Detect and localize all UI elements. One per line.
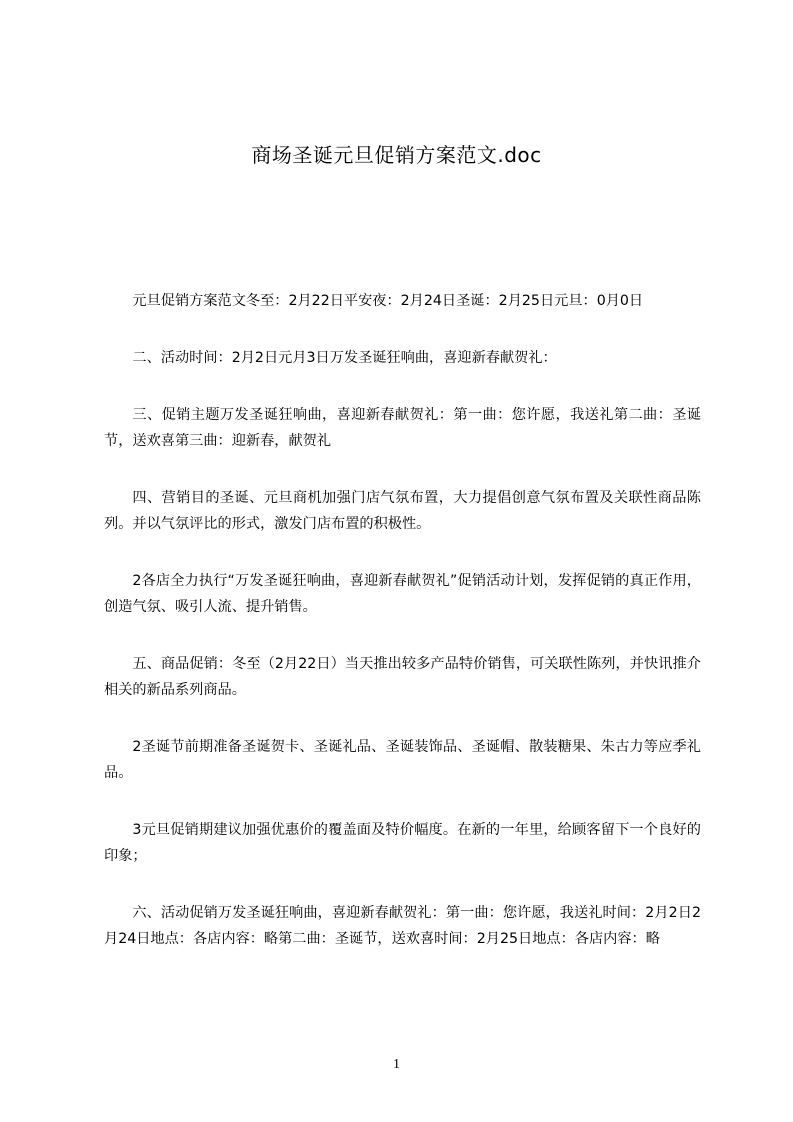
document-title: 商场圣诞元旦促销方案范文.doc xyxy=(251,143,542,167)
paragraph: 元旦促销方案范文冬至：2月22日平安夜：2月24日圣诞：2月25日元旦：0月0日 xyxy=(132,293,644,309)
paragraph: 三、促销主题万发圣诞狂响曲，喜迎新春献贺礼：第一曲：您许愿，我送礼第二曲：圣诞节，送欢喜第三曲：迎新春，献贺礼 xyxy=(104,407,701,449)
paragraph: 六、活动促销万发圣诞狂响曲，喜迎新春献贺礼：第一曲：您许愿，我送礼时间：2月2日2月24日地点：各店内容：略第二曲：圣诞节，送欢喜时间：2月25日地点：各店内容：略 xyxy=(104,905,701,947)
paragraph: 四、营销目的圣诞、元旦商机加强门店气氛布置，大力提倡创意气氛布置及关联性商品陈列。并以气氛评比的形式，激发门店布置的积极性。 xyxy=(104,490,701,532)
page-number: 1 xyxy=(393,1057,400,1072)
paragraph: 五、商品促销：冬至（2月22日）当天推出较多产品特价销售，可关联性陈列，并快讯推介相关的新品系列商品。 xyxy=(104,656,701,698)
document-body xyxy=(104,288,701,983)
paragraph: 二、活动时间：2月2日元月3日万发圣诞狂响曲，喜迎新春献贺礼： xyxy=(132,350,557,366)
paragraph: 2各店全力执行“万发圣诞狂响曲，喜迎新春献贺礼”促销活动计划，发挥促销的真正作用，创造气氛、吸引人流、提升销售。 xyxy=(104,573,701,615)
paragraph: 2圣诞节前期准备圣诞贺卡、圣诞礼品、圣诞装饰品、圣诞帽、散装糖果、朱古力等应季礼品。 xyxy=(104,739,701,781)
paragraph: 3元旦促销期建议加强优惠价的覆盖面及特价幅度。在新的一年里，给顾客留下一个良好的印象； xyxy=(104,822,701,864)
